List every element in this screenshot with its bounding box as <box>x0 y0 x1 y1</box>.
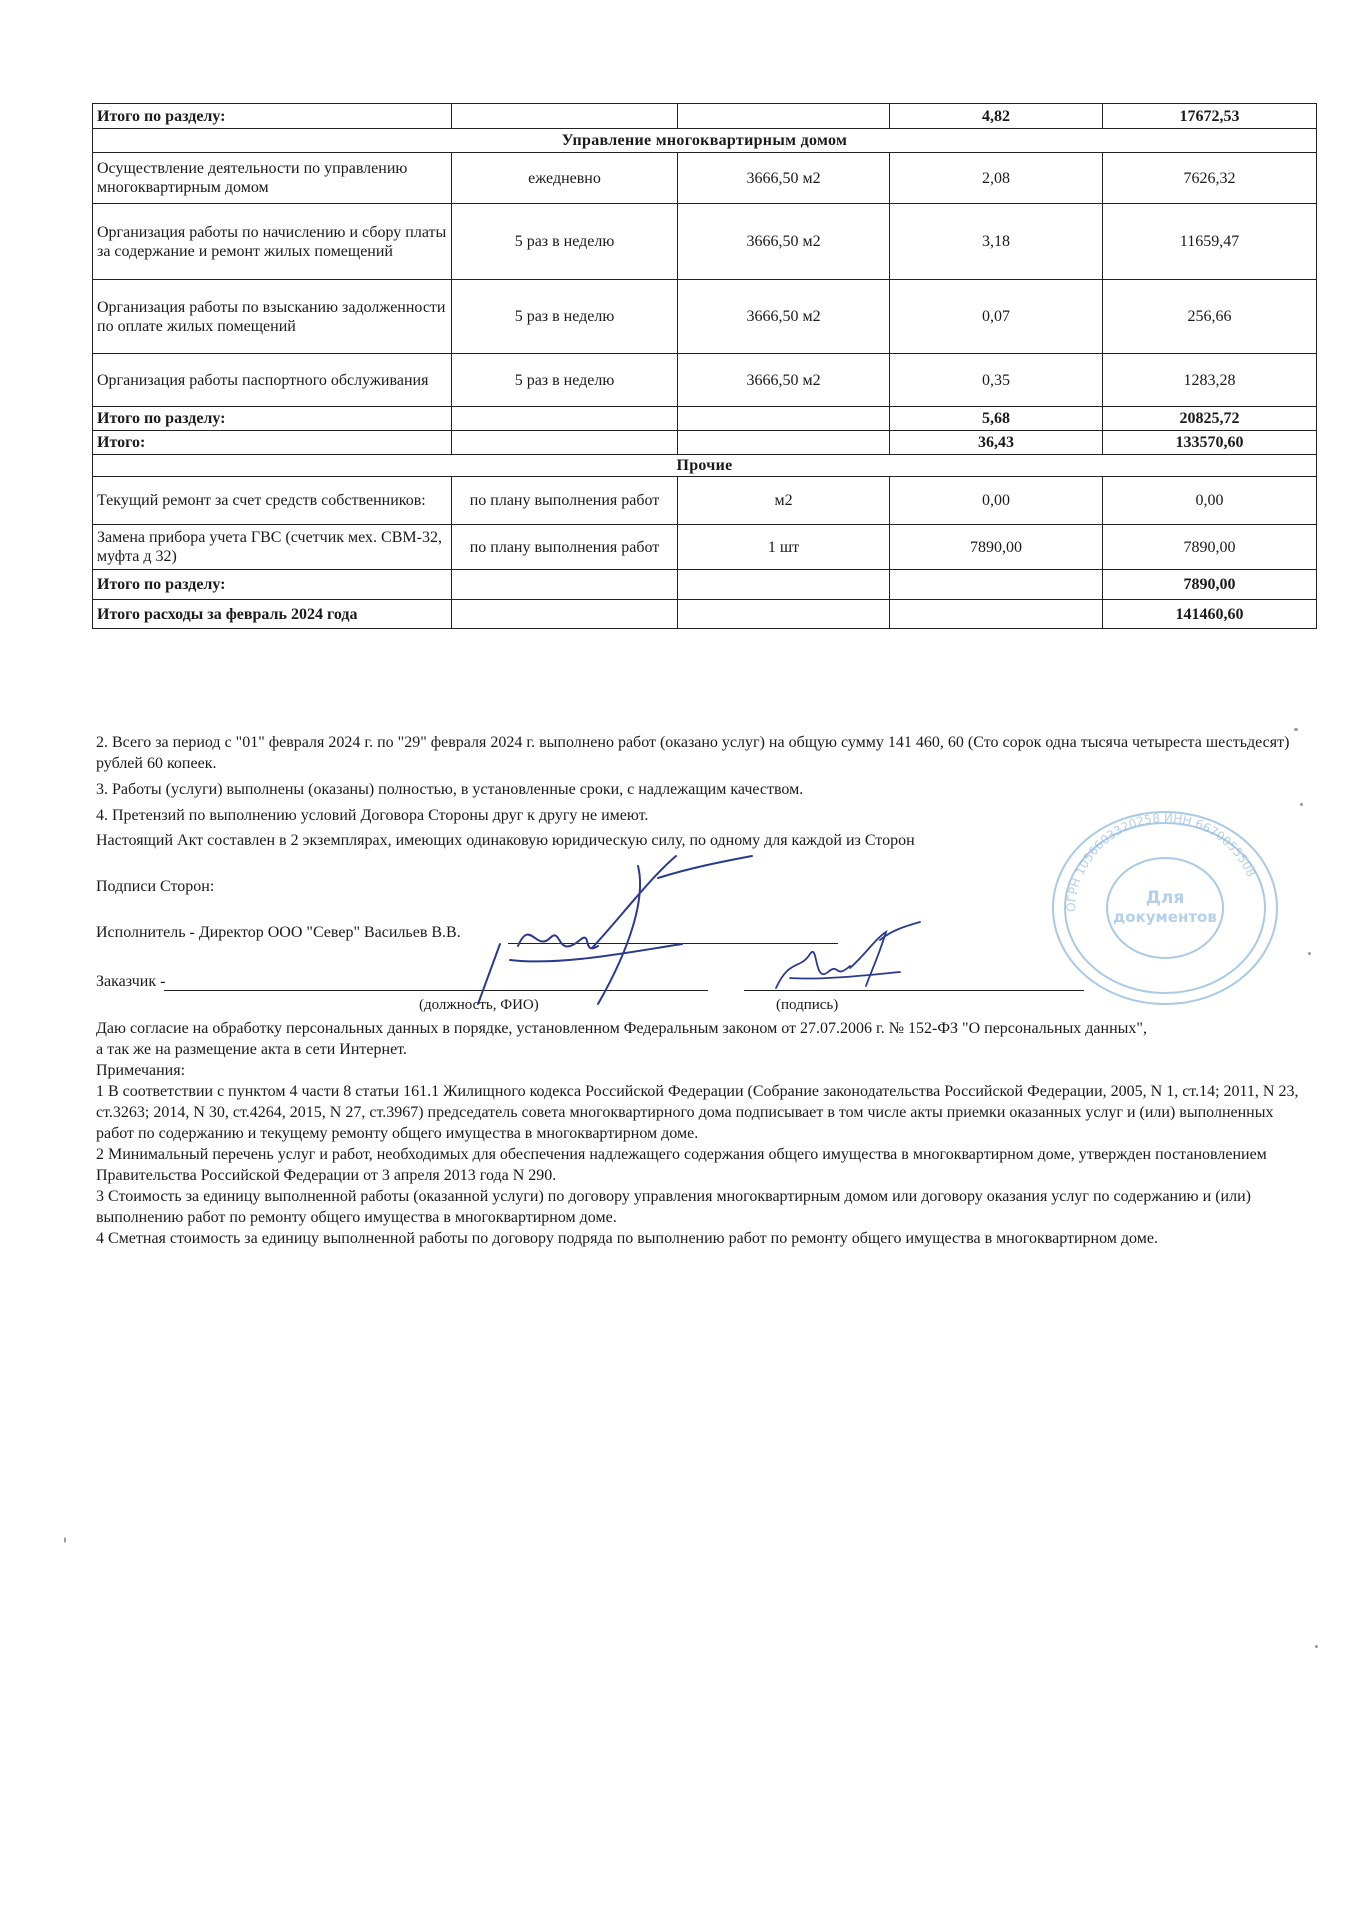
section-row <box>93 129 1317 153</box>
row-cost: 7626,32 <box>1103 153 1317 204</box>
row-rate: 0,00 <box>890 477 1103 525</box>
row-frequency <box>452 570 678 600</box>
row-volume <box>678 570 890 600</box>
row-volume <box>678 104 890 129</box>
row-volume <box>678 431 890 455</box>
copies-paragraph: Настоящий Акт составлен в 2 экземплярах, имеющих одинаковую юридическую силу, по одному для каждой из Сторон <box>96 832 915 849</box>
row-name: Итого: <box>93 431 452 455</box>
table-row <box>93 477 1317 525</box>
row-name: Итого расходы за февраль 2024 года <box>93 600 452 629</box>
row-volume: 3666,50 м2 <box>678 204 890 280</box>
row-frequency: ежедневно <box>452 153 678 204</box>
row-rate: 0,35 <box>890 354 1103 407</box>
table-row <box>93 153 1317 204</box>
row-frequency <box>452 600 678 629</box>
row-frequency: 5 раз в неделю <box>452 280 678 354</box>
section-title: Прочие <box>93 455 1317 477</box>
customer-label: Заказчик - <box>96 973 166 990</box>
position-caption: (должность, ФИО) <box>419 997 539 1013</box>
row-cost: 7890,00 <box>1103 570 1317 600</box>
table-row <box>93 600 1317 629</box>
table-row <box>93 104 1317 129</box>
row-volume <box>678 407 890 431</box>
row-name: Организация работы паспортного обслуживания <box>93 354 452 407</box>
costs-table <box>92 103 1317 629</box>
row-frequency: по плану выполнения работ <box>452 525 678 570</box>
customer-position-line <box>164 990 708 991</box>
notes-heading: Примечания: <box>96 1062 186 1079</box>
row-name: Текущий ремонт за счет средств собственников: <box>93 477 452 525</box>
table-row <box>93 570 1317 600</box>
quality-paragraph: 3. Работы (услуги) выполнены (оказаны) полностью, в установленные сроки, с надлежащим качеством. <box>96 781 804 798</box>
row-rate: 36,43 <box>890 431 1103 455</box>
row-cost: 1283,28 <box>1103 354 1317 407</box>
notes-block <box>96 1018 1308 1249</box>
table-row <box>93 525 1317 570</box>
consent-line-2: а так же на размещение акта в сети Интернет. <box>96 1041 407 1058</box>
scan-speck <box>1308 952 1311 955</box>
row-volume: 1 шт <box>678 525 890 570</box>
row-name: Замена прибора учета ГВС (счетчик мех. СВМ-32, муфта д 32) <box>93 525 452 570</box>
row-frequency <box>452 104 678 129</box>
executor-signature-line <box>508 943 838 944</box>
table-row <box>93 407 1317 431</box>
scan-speck <box>64 1537 66 1543</box>
scan-speck <box>1315 1645 1318 1648</box>
stamp-center-text-2: документов <box>1113 908 1217 926</box>
row-rate: 0,07 <box>890 280 1103 354</box>
executor-line: Исполнитель - Директор ООО "Север" Васильев В.В. <box>96 924 461 941</box>
row-cost: 17672,53 <box>1103 104 1317 129</box>
row-cost: 20825,72 <box>1103 407 1317 431</box>
row-volume: 3666,50 м2 <box>678 153 890 204</box>
row-name: Итого по разделу: <box>93 570 452 600</box>
row-frequency: по плану выполнения работ <box>452 477 678 525</box>
section-row <box>93 455 1317 477</box>
executor-signature-icon <box>470 848 760 1008</box>
row-cost: 11659,47 <box>1103 204 1317 280</box>
signature-caption: (подпись) <box>776 997 839 1013</box>
row-rate <box>890 600 1103 629</box>
row-rate: 2,08 <box>890 153 1103 204</box>
row-name: Осуществление деятельности по управлению многоквартирным домом <box>93 153 452 204</box>
scan-speck <box>1294 728 1298 731</box>
row-frequency <box>452 407 678 431</box>
scan-speck <box>1300 803 1303 806</box>
note-item: 4 Сметная стоимость за единицу выполненной работы по договору подряда по выполнению работ по ремонту общего имущества в многоквартирном доме. <box>96 1230 1158 1247</box>
row-cost: 141460,60 <box>1103 600 1317 629</box>
table-row <box>93 354 1317 407</box>
note-item: 2 Минимальный перечень услуг и работ, необходимых для обеспечения надлежащего содержания общего имущества в многоквартирном доме, утвержден постановлением Правительства Российской Федерации от 3 апреля 2013 года N 290. <box>96 1146 1267 1184</box>
row-volume: 3666,50 м2 <box>678 354 890 407</box>
note-item: 1 В соответствии с пунктом 4 части 8 статьи 161.1 Жилищного кодекса Российской Федерации (Собрание законодательства Российской Федерации, 2005, N 1, ст.14; 2011, N 23, ст.3263; 2014, N 30, ст.4264, 2015, N 27, ст.3967) председатель совета многоквартирного дома подписывает в том числе акты приемки оказанных услуг и (или) выполненных работ по содержанию и текущему ремонту общего имущества в многоквартирном доме. <box>96 1083 1299 1142</box>
consent-line-1: Даю согласие на обработку персональных данных в порядке, установленном Федеральным законом от 27.07.2006 г. № 152-ФЗ "О персональных данных", <box>96 1020 1147 1037</box>
company-stamp-icon <box>1030 800 1300 1015</box>
row-frequency: 5 раз в неделю <box>452 354 678 407</box>
table-row <box>93 204 1317 280</box>
row-volume: м2 <box>678 477 890 525</box>
row-name: Итого по разделу: <box>93 104 452 129</box>
row-frequency: 5 раз в неделю <box>452 204 678 280</box>
row-cost: 133570,60 <box>1103 431 1317 455</box>
row-cost: 7890,00 <box>1103 525 1317 570</box>
row-volume: 3666,50 м2 <box>678 280 890 354</box>
claims-paragraph: 4. Претензий по выполнению условий Договора Стороны друг к другу не имеют. <box>96 807 649 824</box>
row-name: Организация работы по начислению и сбору платы за содержание и ремонт жилых помещений <box>93 204 452 280</box>
note-item: 3 Стоимость за единицу выполненной работы (оказанной услуги) по договору управления многоквартирным домом или договору оказания услуг по содержанию и (или) выполнению работ по ремонту общего имущества в многоквартирном доме. <box>96 1188 1251 1226</box>
row-rate: 3,18 <box>890 204 1103 280</box>
section-title: Управление многоквартирным домом <box>93 129 1317 153</box>
stamp-center-text-1: Для <box>1145 888 1185 908</box>
customer-signature-icon <box>770 918 930 998</box>
row-cost: 0,00 <box>1103 477 1317 525</box>
row-rate: 7890,00 <box>890 525 1103 570</box>
row-cost: 256,66 <box>1103 280 1317 354</box>
row-name: Итого по разделу: <box>93 407 452 431</box>
row-name: Организация работы по взысканию задолженности по оплате жилых помещений <box>93 280 452 354</box>
row-volume <box>678 600 890 629</box>
total-paragraph: 2. Всего за период с "01" февраля 2024 г. по "29" февраля 2024 г. выполнено работ (оказано услуг) на общую сумму 141 460, 60 (Сто сорок одна тысяча четыреста шестьдесят) рублей 60 копеек. <box>96 734 1290 772</box>
row-rate: 4,82 <box>890 104 1103 129</box>
stamp-ring-text: ОГРН 1056603320258 ИНН 6670055508 <box>1063 810 1259 913</box>
table-row <box>93 431 1317 455</box>
table-row <box>93 280 1317 354</box>
row-rate: 5,68 <box>890 407 1103 431</box>
row-frequency <box>452 431 678 455</box>
signatures-heading: Подписи Сторон: <box>96 878 215 895</box>
row-rate <box>890 570 1103 600</box>
